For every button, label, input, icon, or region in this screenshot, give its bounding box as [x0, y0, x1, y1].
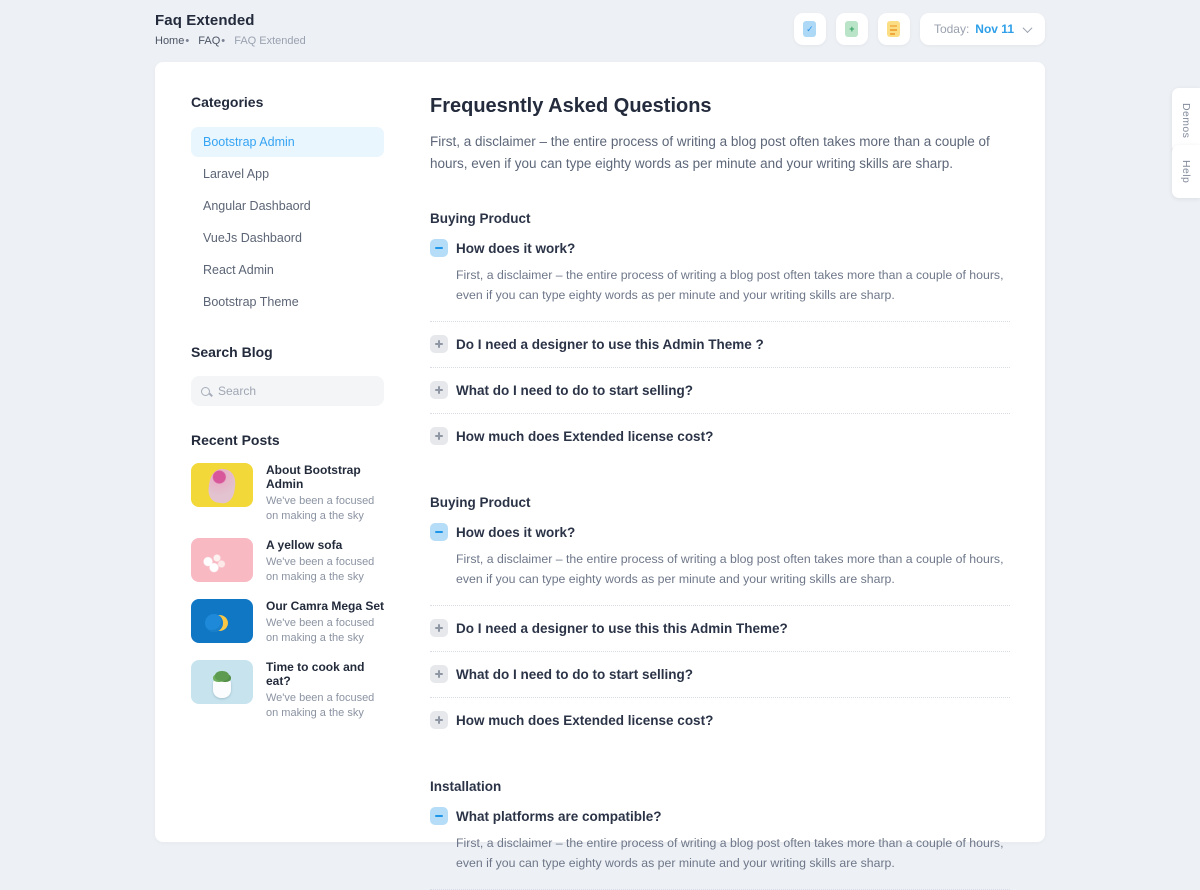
- sidebar: [155, 62, 384, 842]
- answer-text: First, a disclaimer – the entire process of writing a blog post often takes more than a couple of hours, even if you can type eighty words as per minute and your writing skills are sharp.: [456, 268, 1004, 302]
- expand-plus-icon[interactable]: [430, 665, 448, 683]
- post-description: We've been a focused on making a the sky: [266, 617, 375, 644]
- post-text: [266, 660, 388, 720]
- question-text: What do I need to do to start selling?: [456, 382, 693, 398]
- expand-plus-icon[interactable]: [430, 619, 448, 637]
- question-text: Do I need a designer to use this Admin Theme ?: [456, 336, 764, 352]
- question-row: [430, 619, 1010, 637]
- list-item[interactable]: [191, 660, 384, 720]
- post-thumbnail: [191, 538, 253, 582]
- help-side-tab[interactable]: Help: [1172, 145, 1200, 198]
- faq-item-collapsed[interactable]: [430, 698, 1010, 743]
- date-dropdown[interactable]: [920, 13, 1045, 45]
- categories-title: Categories: [191, 94, 264, 110]
- recent-posts-title: Recent Posts: [191, 432, 280, 448]
- question-row: [430, 523, 1010, 541]
- document-plus-icon: +: [845, 21, 858, 37]
- question-row: [430, 807, 1010, 825]
- today-value: Nov 11: [975, 22, 1014, 36]
- post-description: We've been a focused on making a the sky: [266, 556, 375, 583]
- list-item[interactable]: [191, 463, 384, 523]
- question-text: How much does Extended license cost?: [456, 428, 714, 444]
- breadcrumb-dot: •: [221, 35, 226, 47]
- faq-page-title: Frequesntly Asked Questions: [430, 95, 712, 117]
- faq-section-installation: [430, 779, 1010, 890]
- section-title: Installation: [430, 779, 502, 794]
- notes-shortcut-button[interactable]: [878, 13, 910, 45]
- post-description: We've been a focused on making a the sky: [266, 692, 375, 719]
- sidebar-item-react-admin[interactable]: React Admin: [203, 263, 274, 277]
- demos-side-tab[interactable]: Demos: [1172, 88, 1200, 153]
- question-text: Do I need a designer to use this this Admin Theme?: [456, 620, 788, 636]
- tasks-shortcut-button[interactable]: [794, 13, 826, 45]
- post-thumbnail: [191, 660, 253, 704]
- document-lines-icon: [887, 21, 900, 37]
- categories-list: [191, 127, 384, 317]
- question-row: [430, 239, 1010, 257]
- faq-content: [384, 62, 1046, 870]
- post-title: A yellow sofa: [266, 538, 343, 552]
- breadcrumb-home[interactable]: Home•: [155, 35, 190, 47]
- faq-item-collapsed[interactable]: [430, 606, 1010, 652]
- add-document-shortcut-button[interactable]: [836, 13, 868, 45]
- faq-item-collapsed[interactable]: [430, 322, 1010, 368]
- sidebar-item-angular-dashboard[interactable]: Angular Dashbaord: [203, 199, 311, 213]
- search-input[interactable]: [218, 384, 358, 398]
- section-title: Buying Product: [430, 211, 531, 226]
- expand-plus-icon[interactable]: [430, 381, 448, 399]
- post-text: [266, 538, 388, 584]
- post-title: Time to cook and eat?: [266, 660, 365, 688]
- faq-item-expanded[interactable]: [430, 226, 1010, 322]
- post-thumbnail: [191, 599, 253, 643]
- answer-text: First, a disclaimer – the entire process of writing a blog post often takes more than a couple of hours, even if you can type eighty words as per minute and your writing skills are sharp.: [456, 552, 1004, 586]
- expand-plus-icon[interactable]: [430, 335, 448, 353]
- question-row: [430, 381, 1010, 399]
- post-title: Our Camra Mega Set: [266, 599, 385, 613]
- faq-item-collapsed[interactable]: [430, 368, 1010, 414]
- breadcrumb-dot: •: [185, 35, 190, 47]
- expand-plus-icon[interactable]: [430, 711, 448, 729]
- question-row: [430, 427, 1010, 445]
- today-label: Today:: [933, 22, 970, 36]
- search-box: [191, 376, 384, 406]
- post-description: We've been a focused on making a the sky: [266, 495, 375, 522]
- list-item[interactable]: [191, 599, 384, 645]
- top-header: [155, 12, 1045, 47]
- sidebar-item-bootstrap-theme[interactable]: Bootstrap Theme: [203, 295, 299, 309]
- post-title: About Bootstrap Admin: [266, 463, 361, 491]
- question-text: What platforms are compatible?: [456, 808, 662, 824]
- faq-item-expanded[interactable]: [430, 510, 1010, 606]
- breadcrumb-current: FAQ Extended: [234, 35, 306, 47]
- post-text: [266, 463, 388, 523]
- faq-intro: First, a disclaimer – the entire process of writing a blog post often takes more than a couple of hours, even if you can type eighty words as per minute and your writing skills are sharp.: [430, 134, 990, 171]
- post-thumbnail: [191, 463, 253, 507]
- search-icon: [201, 387, 210, 396]
- question-text: How does it work?: [456, 524, 576, 540]
- question-row: [430, 665, 1010, 683]
- collapse-minus-icon[interactable]: [430, 239, 448, 257]
- question-row: [430, 711, 1010, 729]
- collapse-minus-icon[interactable]: [430, 523, 448, 541]
- chevron-down-icon: [1023, 23, 1033, 33]
- search-blog-section: [191, 344, 384, 406]
- faq-item-expanded[interactable]: [430, 794, 1010, 890]
- question-row: [430, 335, 1010, 353]
- question-text: What do I need to do to start selling?: [456, 666, 693, 682]
- document-check-icon: ✓: [803, 21, 816, 37]
- faq-section-buying-product-2: [430, 495, 1010, 743]
- answer-text: First, a disclaimer – the entire process of writing a blog post often takes more than a couple of hours, even if you can type eighty words as per minute and your writing skills are sharp.: [456, 836, 1004, 870]
- question-text: How much does Extended license cost?: [456, 712, 714, 728]
- faq-item-collapsed[interactable]: [430, 652, 1010, 698]
- search-blog-title: Search Blog: [191, 344, 273, 360]
- collapse-minus-icon[interactable]: [430, 807, 448, 825]
- sidebar-item-vuejs-dashboard[interactable]: VueJs Dashbaord: [203, 231, 302, 245]
- list-item[interactable]: [191, 538, 384, 584]
- content-card: [155, 62, 1045, 870]
- sidebar-item-laravel-app[interactable]: Laravel App: [203, 167, 270, 181]
- breadcrumb: [155, 35, 312, 47]
- page-heading-block: [155, 12, 312, 47]
- sidebar-item-bootstrap-admin[interactable]: Bootstrap Admin: [191, 127, 384, 157]
- faq-item-collapsed[interactable]: [430, 414, 1010, 459]
- post-text: [266, 599, 388, 645]
- recent-posts-section: [191, 432, 384, 720]
- question-text: How does it work?: [456, 240, 576, 256]
- page-title: Faq Extended: [155, 12, 255, 29]
- section-title: Buying Product: [430, 495, 531, 510]
- faq-section-buying-product-1: [430, 211, 1010, 459]
- breadcrumb-faq[interactable]: FAQ•: [198, 35, 226, 47]
- expand-plus-icon[interactable]: [430, 427, 448, 445]
- header-actions: [794, 13, 1045, 45]
